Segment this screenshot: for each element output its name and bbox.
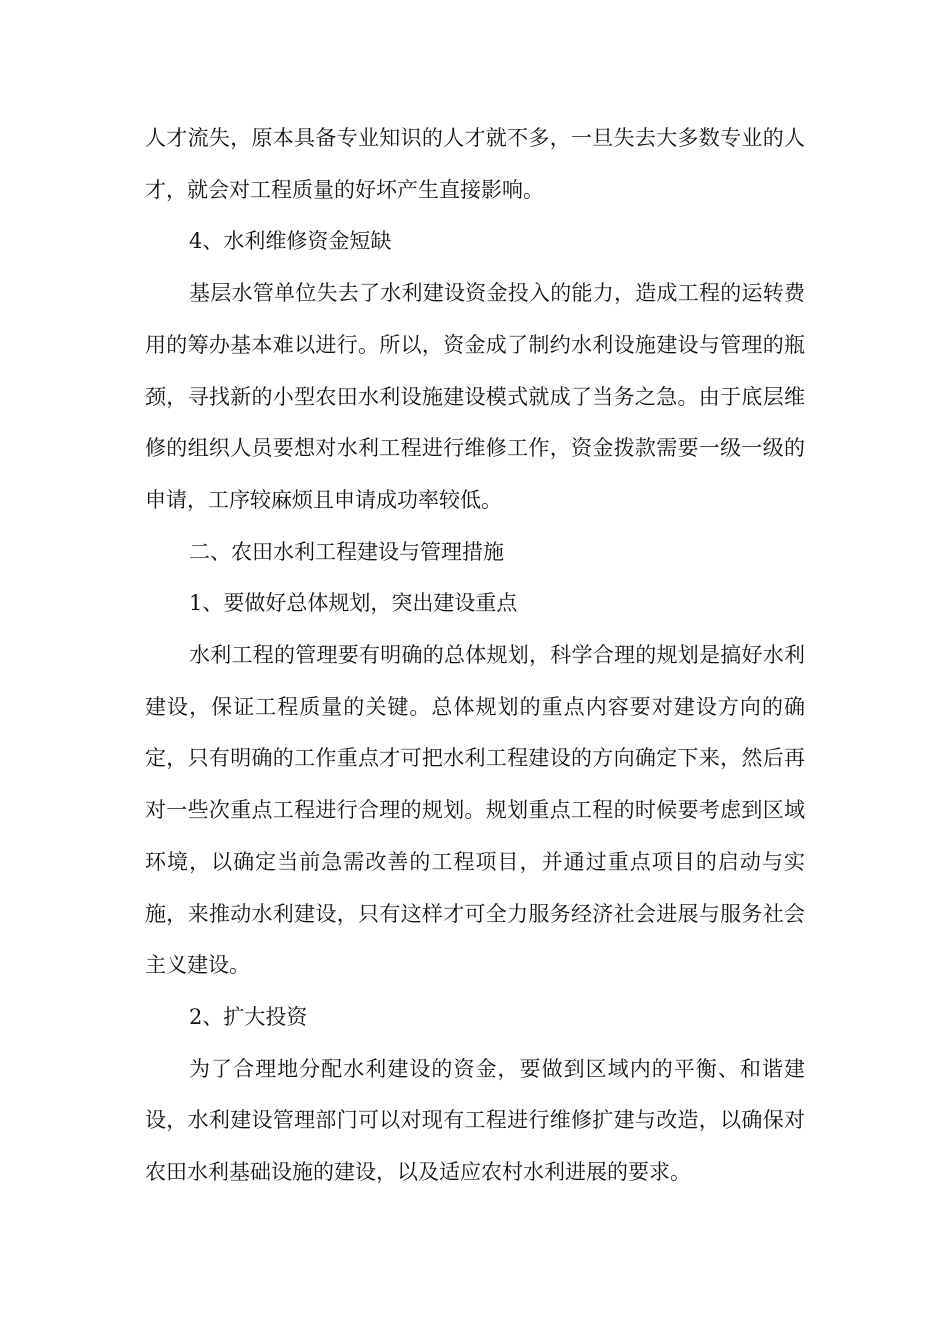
document-body: [145, 113, 805, 1199]
heading-overall-planning: 1、要做好总体规划，突出建设重点: [189, 591, 518, 616]
heading-expand-investment: 2、扩大投资: [189, 1004, 308, 1029]
heading-repair-funding-shortage: 4、水利维修资金短缺: [189, 229, 392, 254]
paragraph-talent-loss: 人才流失，原本具备专业知识的人才就不多，一旦失去大多数专业的人才，就会对工程质量的好坏产生直接影响。: [145, 126, 805, 202]
paragraph-funding-bottleneck: 基层水管单位失去了水利建设资金投入的能力，造成工程的运转费用的筹办基本难以进行。所以，资金成了制约水利设施建设与管理的瓶颈，寻找新的小型农田水利设施建设模式就成了当务之急。由于底层维修的组织人员要想对水利工程进行维修工作，资金拨款需要一级一级的申请，工序较麻烦且申请成功率较低。: [145, 281, 805, 512]
heading-section-two-measures: 二、农田水利工程建设与管理措施: [189, 539, 504, 564]
paragraph-overall-planning: 水利工程的管理要有明确的总体规划，科学合理的规划是搞好水利建设，保证工程质量的关键。总体规划的重点内容要对建设方向的确定，只有明确的工作重点才可把水利工程建设的方向确定下来，然后再对一些次重点工程进行合理的规划。规划重点工程的时候要考虑到区域环境，以确定当前急需改善的工程项目，并通过重点项目的启动与实施，来推动水利建设，只有这样才可全力服务经济社会进展与服务社会主义建设。: [145, 643, 805, 978]
paragraph-expand-investment: 为了合理地分配水利建设的资金，要做到区域内的平衡、和谐建设，水利建设管理部门可以对现有工程进行维修扩建与改造，以确保对农田水利基础设施的建设，以及适应农村水利进展的要求。: [145, 1056, 805, 1185]
